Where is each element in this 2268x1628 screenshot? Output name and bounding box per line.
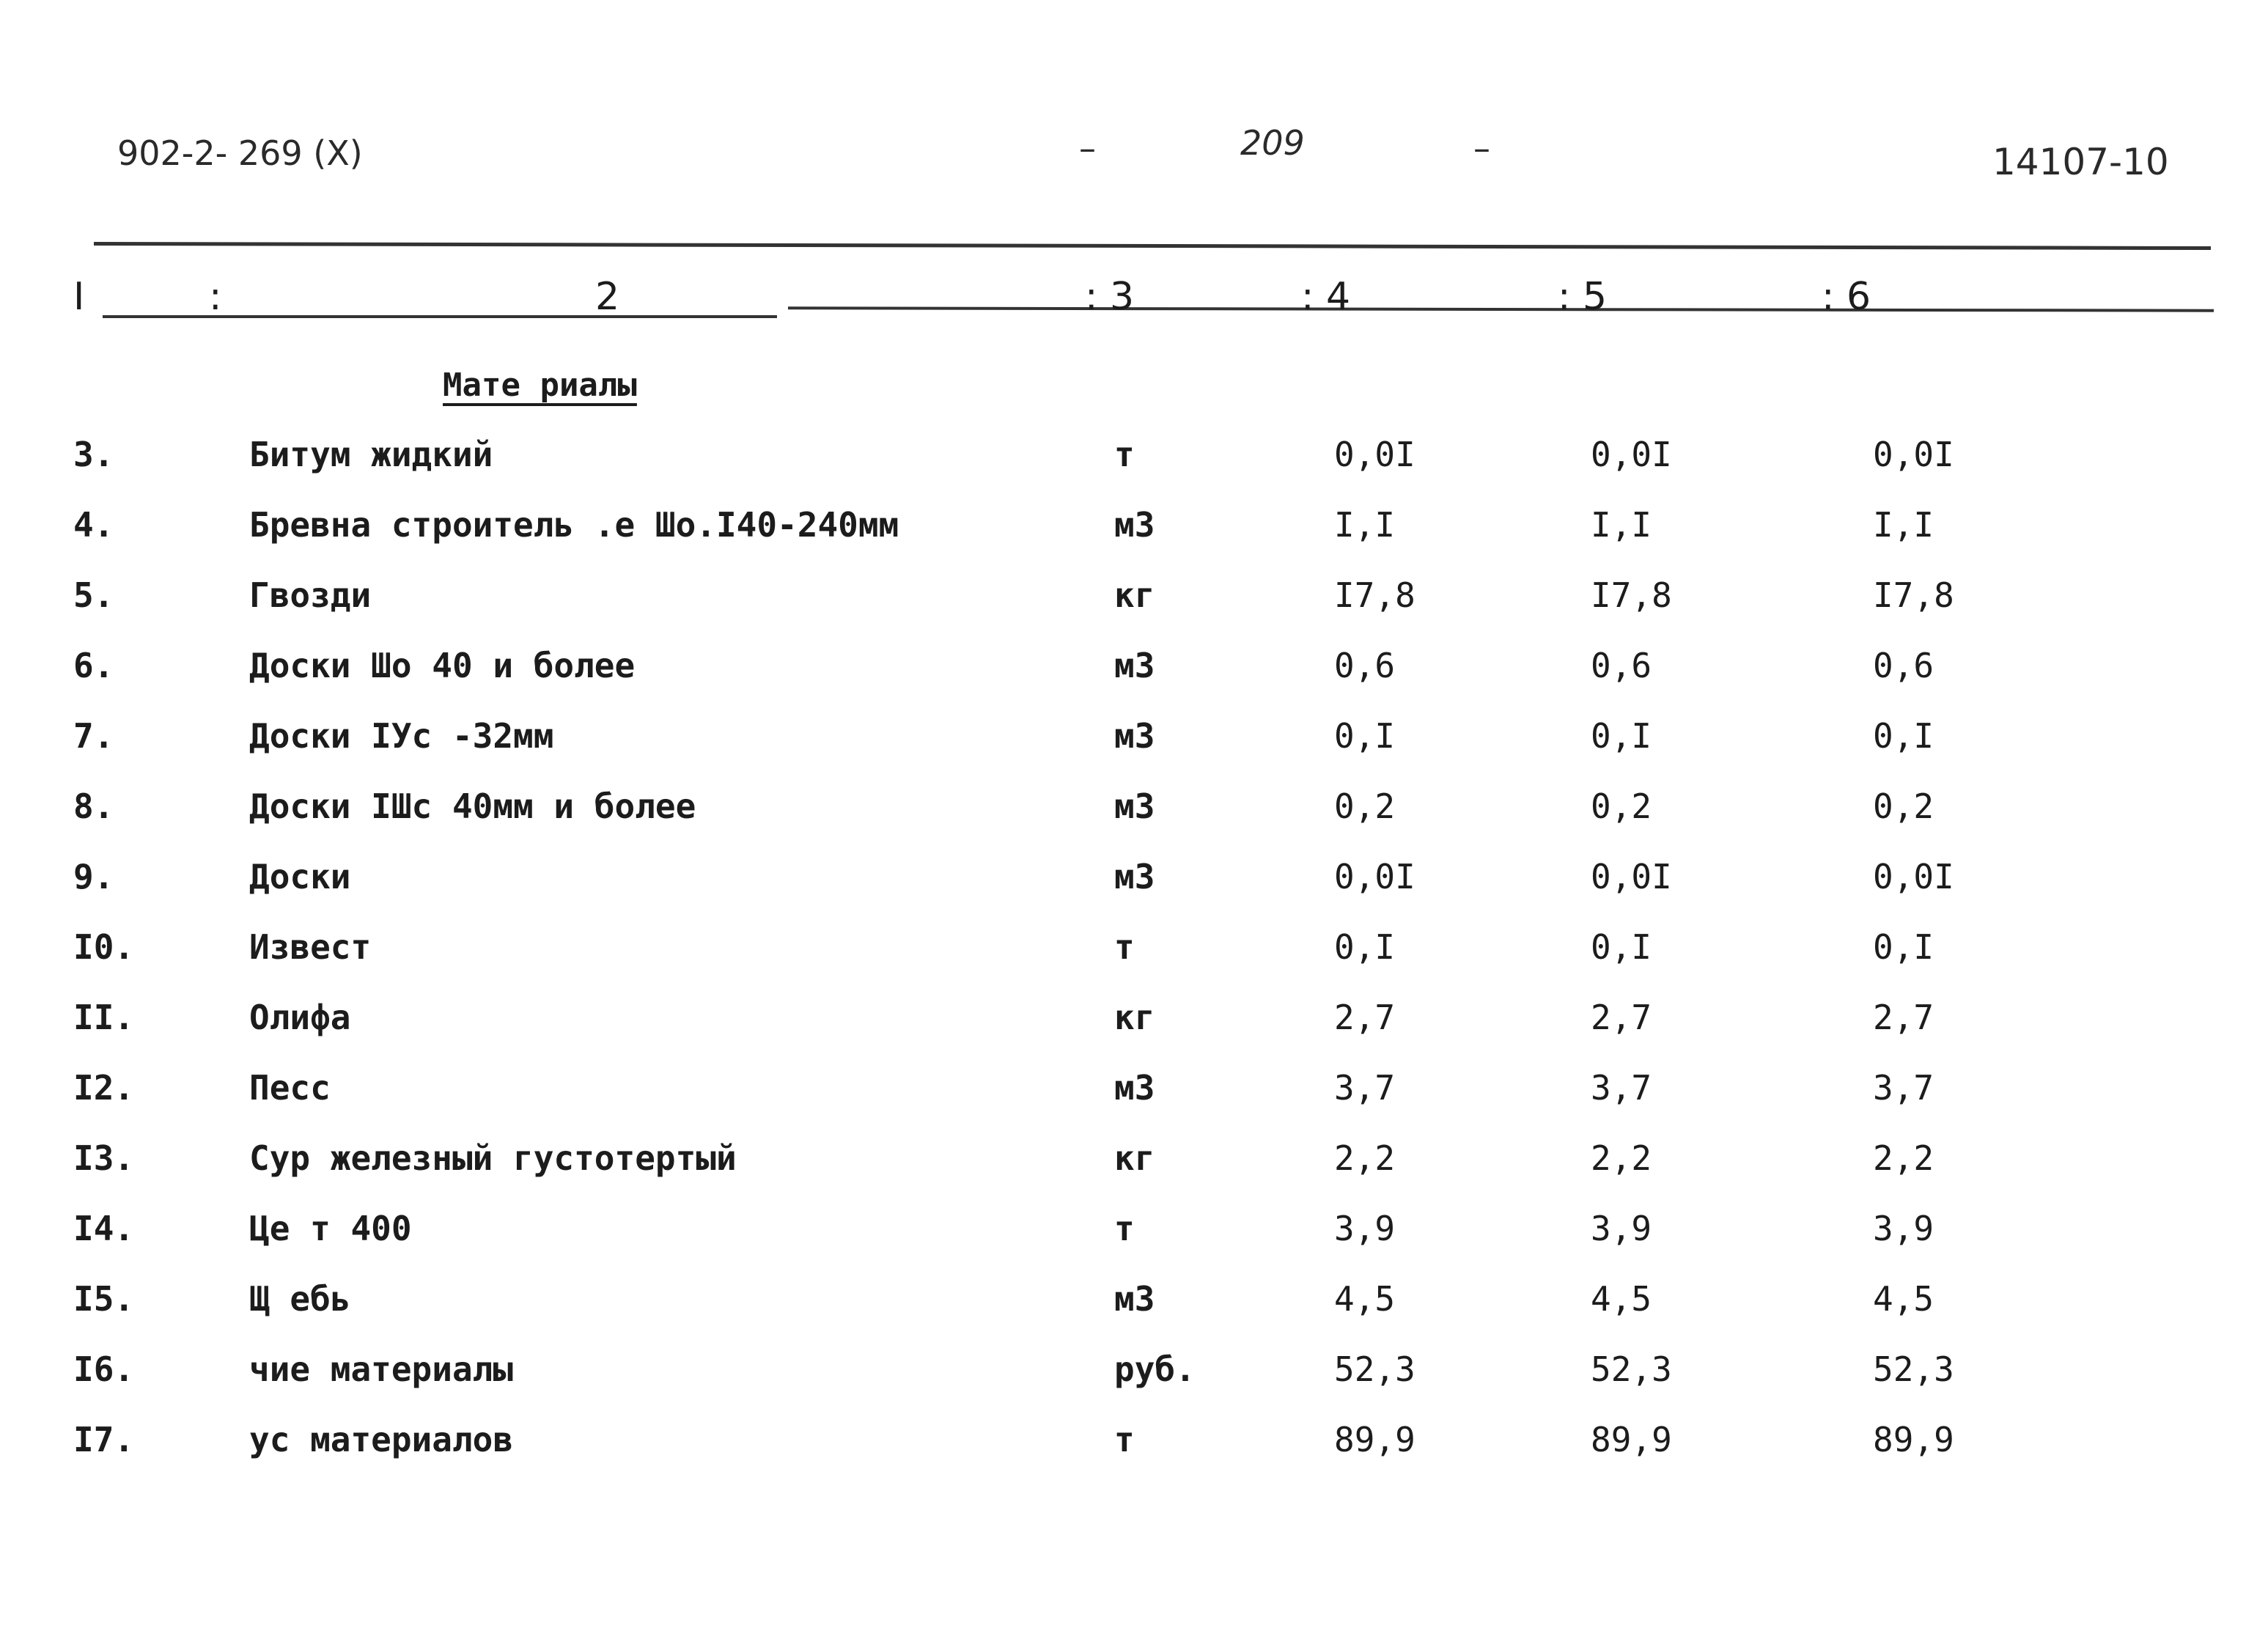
material-name: Гвозди bbox=[249, 575, 372, 615]
table-row bbox=[0, 432, 2268, 503]
column-header-5: : 5 bbox=[1558, 275, 1608, 319]
table-row bbox=[0, 1418, 2268, 1488]
unit: кг bbox=[1114, 1138, 1155, 1178]
row-number: I5. bbox=[73, 1279, 135, 1319]
table-row bbox=[0, 573, 2268, 644]
row-number: I6. bbox=[73, 1349, 135, 1389]
row-number: 3. bbox=[73, 435, 114, 474]
value-col-6: 0,I bbox=[1873, 927, 1934, 967]
table-row bbox=[0, 714, 2268, 784]
value-col-6: 2,7 bbox=[1873, 998, 1934, 1037]
value-col-4: 4,5 bbox=[1334, 1279, 1396, 1319]
unit: м3 bbox=[1114, 716, 1155, 756]
value-col-4: 0,I bbox=[1334, 716, 1396, 756]
value-col-6: 0,6 bbox=[1873, 646, 1934, 685]
value-col-5: 0,0I bbox=[1591, 435, 1672, 474]
value-col-5: 3,7 bbox=[1591, 1068, 1652, 1108]
row-number: I7. bbox=[73, 1420, 135, 1459]
unit: т bbox=[1114, 1420, 1135, 1459]
unit: т bbox=[1114, 927, 1135, 967]
row-number: I4. bbox=[73, 1209, 135, 1248]
value-col-5: 0,I bbox=[1591, 927, 1652, 967]
row-number: I3. bbox=[73, 1138, 135, 1178]
value-col-5: 0,6 bbox=[1591, 646, 1652, 685]
material-name: ус материалов bbox=[249, 1420, 514, 1459]
row-number: 8. bbox=[73, 787, 114, 826]
value-col-6: 4,5 bbox=[1873, 1279, 1934, 1319]
unit: м3 bbox=[1114, 857, 1155, 896]
table-row bbox=[0, 644, 2268, 714]
unit: т bbox=[1114, 435, 1135, 474]
table-row bbox=[0, 784, 2268, 855]
table-row bbox=[0, 1066, 2268, 1136]
value-col-6: I,I bbox=[1873, 505, 1934, 545]
value-col-4: 89,9 bbox=[1334, 1420, 1415, 1459]
material-name: Щ ебь bbox=[249, 1279, 351, 1319]
value-col-6: 52,3 bbox=[1873, 1349, 1954, 1389]
row-number: 4. bbox=[73, 505, 114, 545]
value-col-4: 0,0I bbox=[1334, 857, 1415, 896]
material-name: Доски IШс 40мм и более bbox=[249, 787, 696, 826]
value-col-6: 3,7 bbox=[1873, 1068, 1934, 1108]
column-header-6: : 6 bbox=[1822, 275, 1871, 319]
value-col-6: 0,I bbox=[1873, 716, 1934, 756]
value-col-4: 0,6 bbox=[1334, 646, 1396, 685]
row-number: 5. bbox=[73, 575, 114, 615]
value-col-5: 89,9 bbox=[1591, 1420, 1672, 1459]
row-number: 7. bbox=[73, 716, 114, 756]
row-number: I2. bbox=[73, 1068, 135, 1108]
material-name: Битум жидкий bbox=[249, 435, 493, 474]
unit: м3 bbox=[1114, 1279, 1155, 1319]
column-separator: : bbox=[209, 275, 222, 319]
value-col-5: 3,9 bbox=[1591, 1209, 1652, 1248]
material-name: Доски bbox=[249, 857, 351, 896]
value-col-4: I,I bbox=[1334, 505, 1396, 545]
column-header-4: : 4 bbox=[1301, 275, 1351, 319]
value-col-5: I7,8 bbox=[1591, 575, 1672, 615]
table-row bbox=[0, 925, 2268, 995]
value-col-4: 2,7 bbox=[1334, 998, 1396, 1037]
unit: кг bbox=[1114, 575, 1155, 615]
value-col-6: 89,9 bbox=[1873, 1420, 1954, 1459]
unit: руб. bbox=[1114, 1349, 1196, 1389]
table-row bbox=[0, 1207, 2268, 1277]
unit: м3 bbox=[1114, 1068, 1155, 1108]
value-col-6: 0,0I bbox=[1873, 435, 1954, 474]
value-col-5: I,I bbox=[1591, 505, 1652, 545]
material-name: Песс bbox=[249, 1068, 331, 1108]
value-col-4: 3,9 bbox=[1334, 1209, 1396, 1248]
page-dash-left: – bbox=[1079, 128, 1096, 168]
column-header-1: I bbox=[73, 275, 85, 319]
material-name: Бревна строитель .е Шо.I40-240мм bbox=[249, 505, 899, 545]
table-row bbox=[0, 1136, 2268, 1207]
sheet-number: 14107-10 bbox=[1992, 141, 2169, 183]
section-title: Мате риалы bbox=[443, 367, 637, 404]
column-header-2: 2 bbox=[595, 275, 620, 319]
value-col-5: 52,3 bbox=[1591, 1349, 1672, 1389]
value-col-6: 2,2 bbox=[1873, 1138, 1934, 1178]
unit: м3 bbox=[1114, 505, 1155, 545]
material-name: Извест bbox=[249, 927, 372, 967]
value-col-4: I7,8 bbox=[1334, 575, 1415, 615]
material-name: Сур железный густотертый bbox=[249, 1138, 737, 1178]
page-number: 209 bbox=[1240, 123, 1305, 163]
unit: т bbox=[1114, 1209, 1135, 1248]
table-row bbox=[0, 995, 2268, 1066]
value-col-4: 0,2 bbox=[1334, 787, 1396, 826]
value-col-4: 0,I bbox=[1334, 927, 1396, 967]
value-col-5: 2,2 bbox=[1591, 1138, 1652, 1178]
value-col-5: 0,2 bbox=[1591, 787, 1652, 826]
document-code: 902-2- 269 (X) bbox=[117, 133, 363, 173]
row-number: II. bbox=[73, 998, 135, 1037]
material-name: чие материалы bbox=[249, 1349, 514, 1389]
table-row bbox=[0, 1277, 2268, 1347]
value-col-4: 0,0I bbox=[1334, 435, 1415, 474]
value-col-6: 3,9 bbox=[1873, 1209, 1934, 1248]
header-bottom-rule bbox=[788, 306, 2214, 312]
unit: м3 bbox=[1114, 646, 1155, 685]
table-top-rule bbox=[94, 242, 2211, 250]
table-row bbox=[0, 1347, 2268, 1418]
page-dash-right: – bbox=[1473, 128, 1490, 168]
header-bottom-rule bbox=[103, 315, 777, 318]
value-col-6: I7,8 bbox=[1873, 575, 1954, 615]
value-col-5: 0,I bbox=[1591, 716, 1652, 756]
row-number: 9. bbox=[73, 857, 114, 896]
unit: кг bbox=[1114, 998, 1155, 1037]
table-row bbox=[0, 503, 2268, 573]
value-col-4: 3,7 bbox=[1334, 1068, 1396, 1108]
value-col-4: 52,3 bbox=[1334, 1349, 1415, 1389]
value-col-5: 4,5 bbox=[1591, 1279, 1652, 1319]
row-number: I0. bbox=[73, 927, 135, 967]
column-header-3: : 3 bbox=[1085, 275, 1135, 319]
material-name: Це т 400 bbox=[249, 1209, 412, 1248]
material-name: Доски Шо 40 и более bbox=[249, 646, 636, 685]
row-number: 6. bbox=[73, 646, 114, 685]
value-col-6: 0,2 bbox=[1873, 787, 1934, 826]
value-col-6: 0,0I bbox=[1873, 857, 1954, 896]
material-name: Доски IУс -32мм bbox=[249, 716, 554, 756]
unit: м3 bbox=[1114, 787, 1155, 826]
value-col-5: 2,7 bbox=[1591, 998, 1652, 1037]
value-col-4: 2,2 bbox=[1334, 1138, 1396, 1178]
table-row bbox=[0, 855, 2268, 925]
value-col-5: 0,0I bbox=[1591, 857, 1672, 896]
material-name: Олифа bbox=[249, 998, 351, 1037]
